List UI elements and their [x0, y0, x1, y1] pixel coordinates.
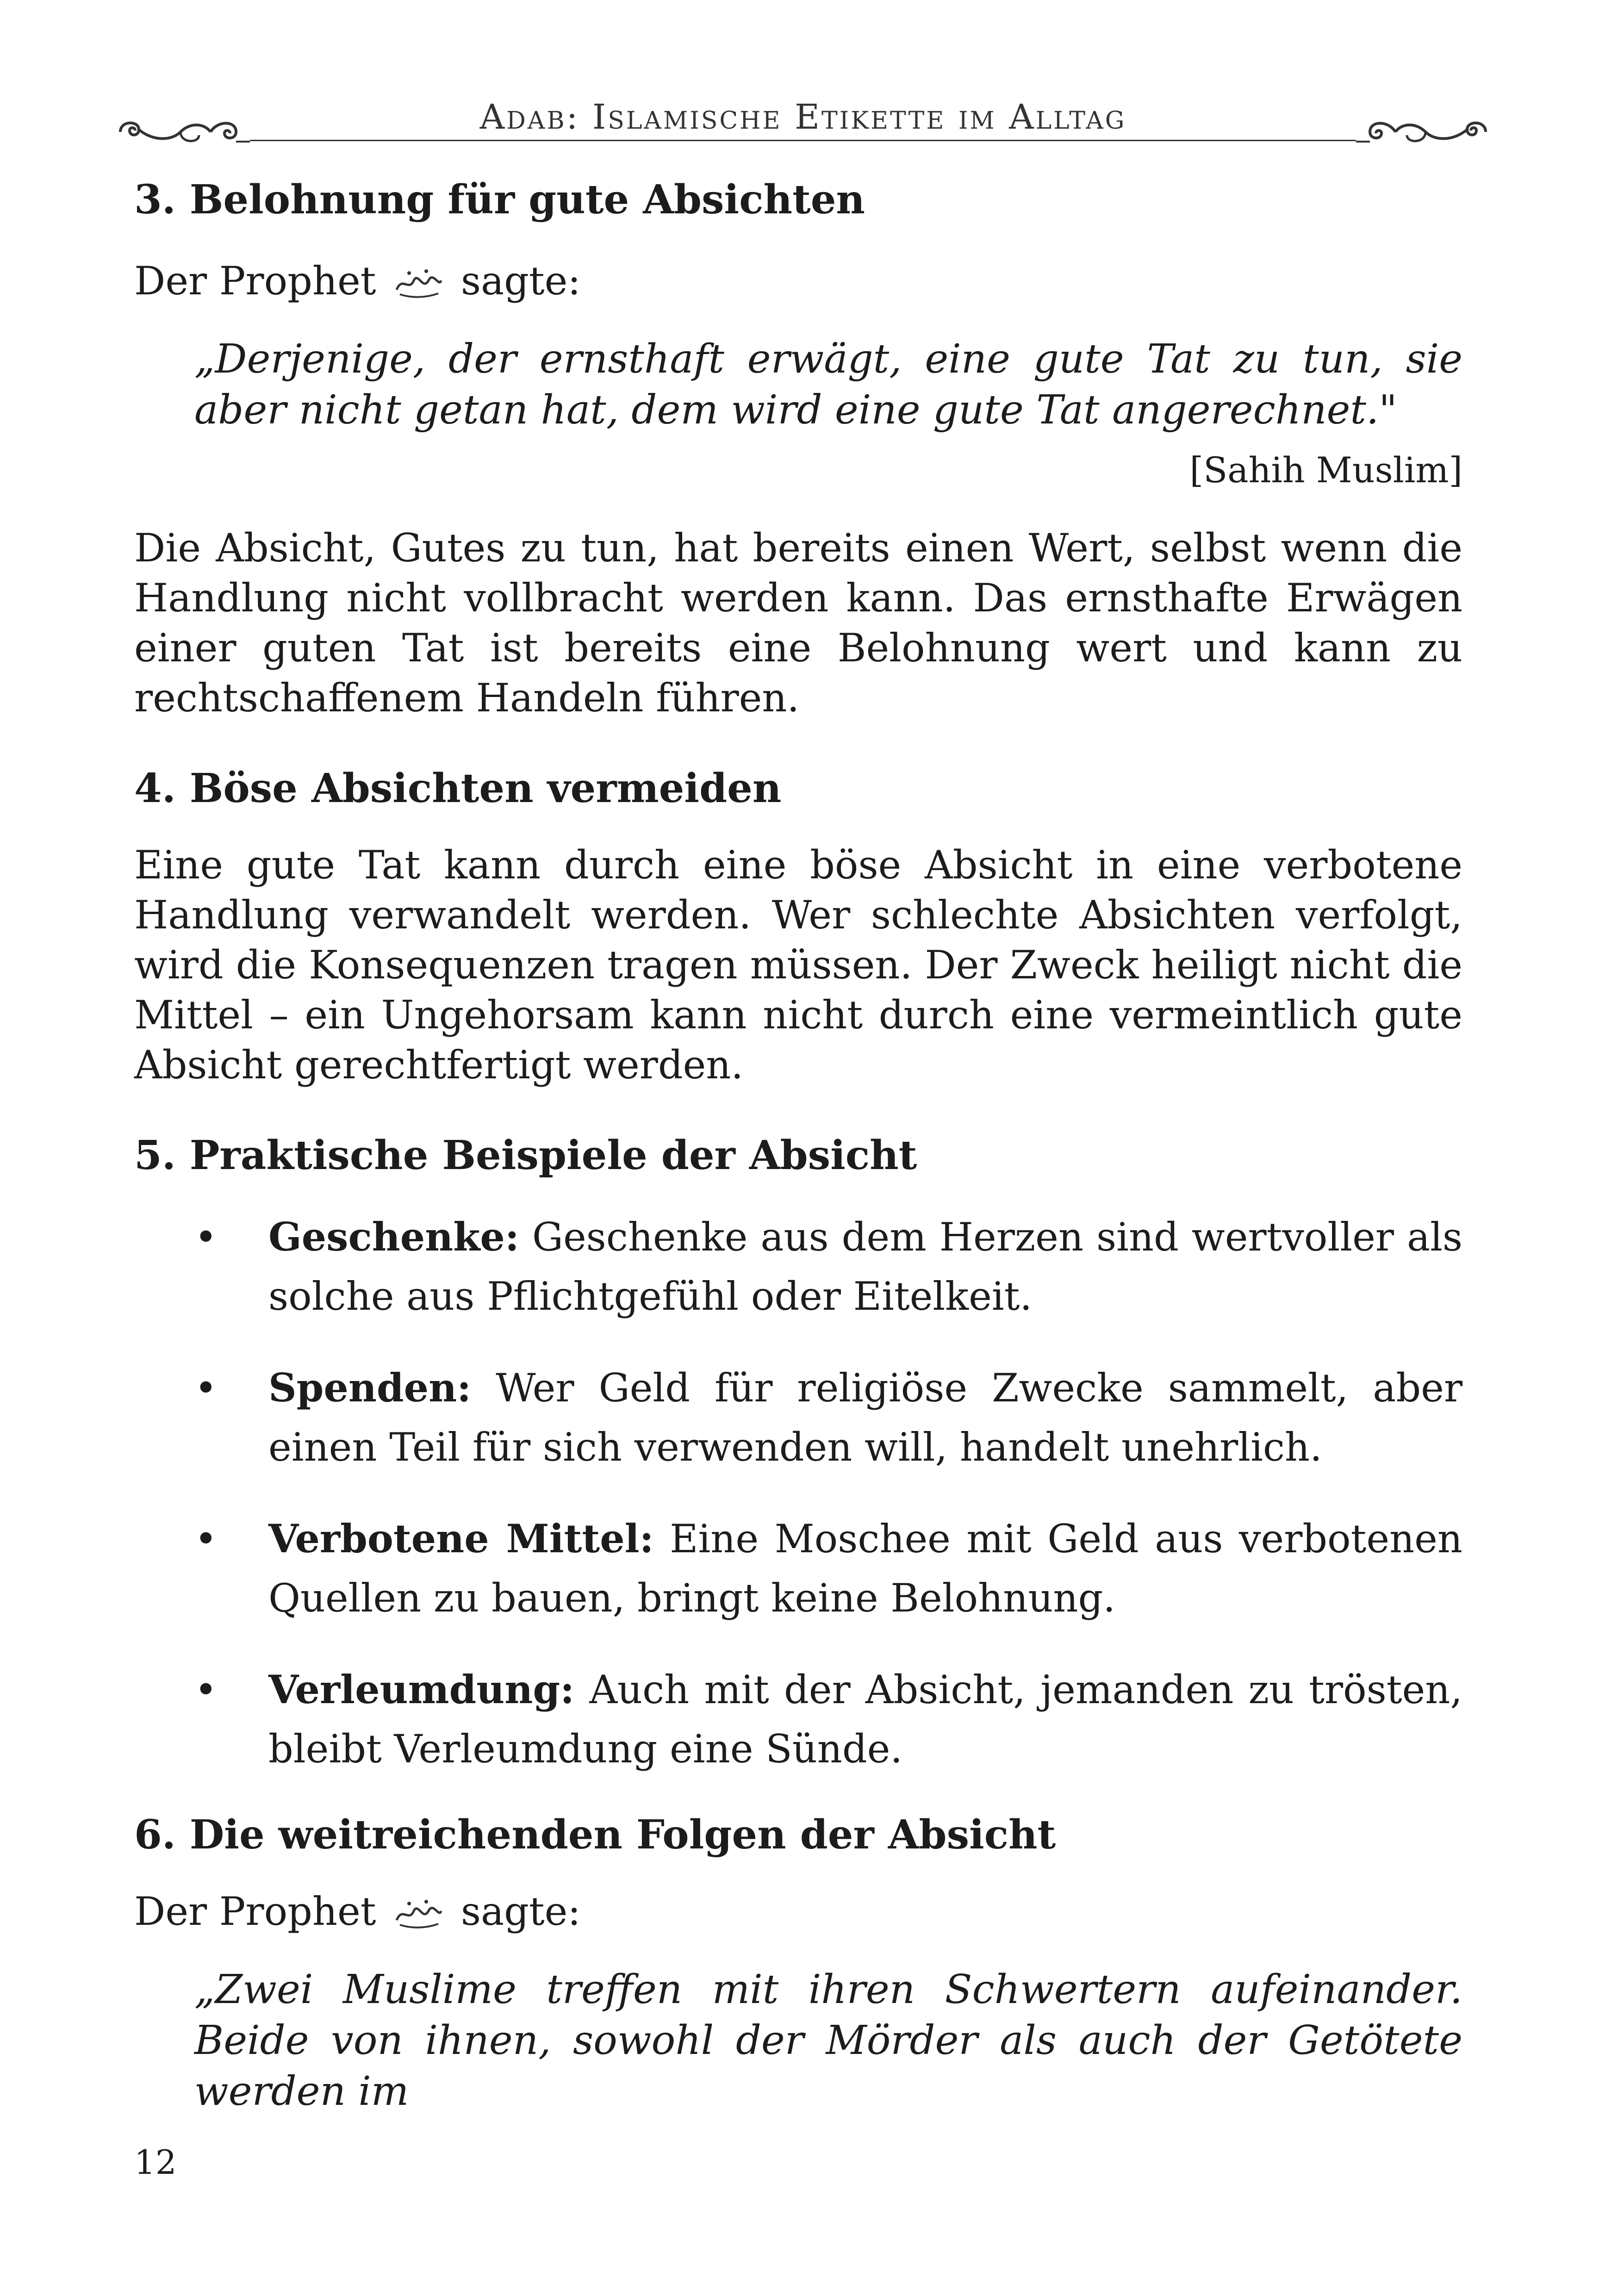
list-item-text: Wer Geld für religiöse Zwecke sammelt, aber einen Teil für sich verwenden will, handelt unehrlich.	[268, 1365, 1462, 1470]
right-scroll-ornament-icon	[1356, 106, 1495, 153]
section-3-intro	[134, 256, 1462, 306]
honorific-calligraphy-icon	[393, 267, 444, 299]
list-item-term: Verleumdung:	[268, 1666, 575, 1712]
running-header	[111, 88, 1495, 171]
examples-list	[134, 1207, 1462, 1779]
list-item-term: Spenden:	[268, 1364, 472, 1411]
page-number: 12	[134, 2143, 177, 2182]
hadith-quote: „Zwei Muslime treffen mit ihren Schwertern aufeinander. Beide von ihnen, sowohl der Mörder als auch der Getötete werden im	[194, 1966, 1462, 2115]
bullet: •	[194, 1365, 218, 1411]
bullet: •	[194, 1667, 218, 1712]
list-item	[134, 1660, 1462, 1779]
list-item-term: Verbotene Mittel:	[268, 1515, 654, 1562]
hadith-quote: „Derjenige, der ernsthaft erwägt, eine gute Tat zu tun, sie aber nicht getan hat, dem wird eine gute Tat angerechnet."	[194, 336, 1462, 434]
list-item	[134, 1509, 1462, 1628]
section-3-paragraph: Die Absicht, Gutes zu tun, hat bereits einen Wert, selbst wenn die Handlung nicht vollbracht werden kann. Das ernsthafte Erwägen einer guten Tat ist bereits eine Belohnung wert und kann zu rechtschaffenem Handeln führen.	[134, 525, 1462, 721]
list-item-text: Eine Moschee mit Geld aus verbotenen Quellen zu bauen, bringt keine Belohnung.	[268, 1516, 1462, 1621]
hadith-source: [Sahih Muslim]	[1189, 449, 1462, 491]
list-item-text: Auch mit der Absicht, jemanden zu trösten, bleibt Verleumdung eine Sünde.	[268, 1667, 1462, 1772]
section-4-heading: 4. Böse Absichten vermeiden	[134, 765, 782, 812]
header-rule	[250, 140, 1356, 141]
section-4-paragraph: Eine gute Tat kann durch eine böse Absicht in eine verbotene Handlung verwandelt werden. Wer schlechte Absichten verfolgt, wird die Konsequenzen tragen müssen. Der Zweck heiligt nicht die Mittel – ein Ungehorsam kann nicht durch eine vermeintlich gute Absicht gerechtfertigt werden.	[134, 842, 1462, 1088]
bullet: •	[194, 1516, 218, 1562]
intro-text: Der Prophet	[134, 1888, 376, 1934]
section-6-heading: 6. Die weitreichenden Folgen der Absicht	[134, 1811, 1056, 1858]
honorific-calligraphy-icon	[393, 1897, 444, 1929]
list-item-term: Geschenke:	[268, 1213, 519, 1260]
bullet: •	[194, 1214, 218, 1260]
list-item	[134, 1207, 1462, 1326]
list-item-text: Geschenke aus dem Herzen sind wertvoller als solche aus Pflichtgefühl oder Eitelkeit.	[268, 1214, 1462, 1319]
section-6-intro	[134, 1886, 1462, 1936]
intro-verb: sagte:	[461, 258, 581, 304]
section-3-heading: 3. Belohnung für gute Absichten	[134, 176, 865, 223]
intro-verb: sagte:	[461, 1888, 581, 1934]
page-content	[134, 176, 1462, 2117]
intro-text: Der Prophet	[134, 258, 376, 304]
header-title: Adab: Islamische Etikette im Alltag	[479, 97, 1126, 137]
list-item	[134, 1358, 1462, 1477]
section-5-heading: 5. Praktische Beispiele der Absicht	[134, 1132, 917, 1179]
